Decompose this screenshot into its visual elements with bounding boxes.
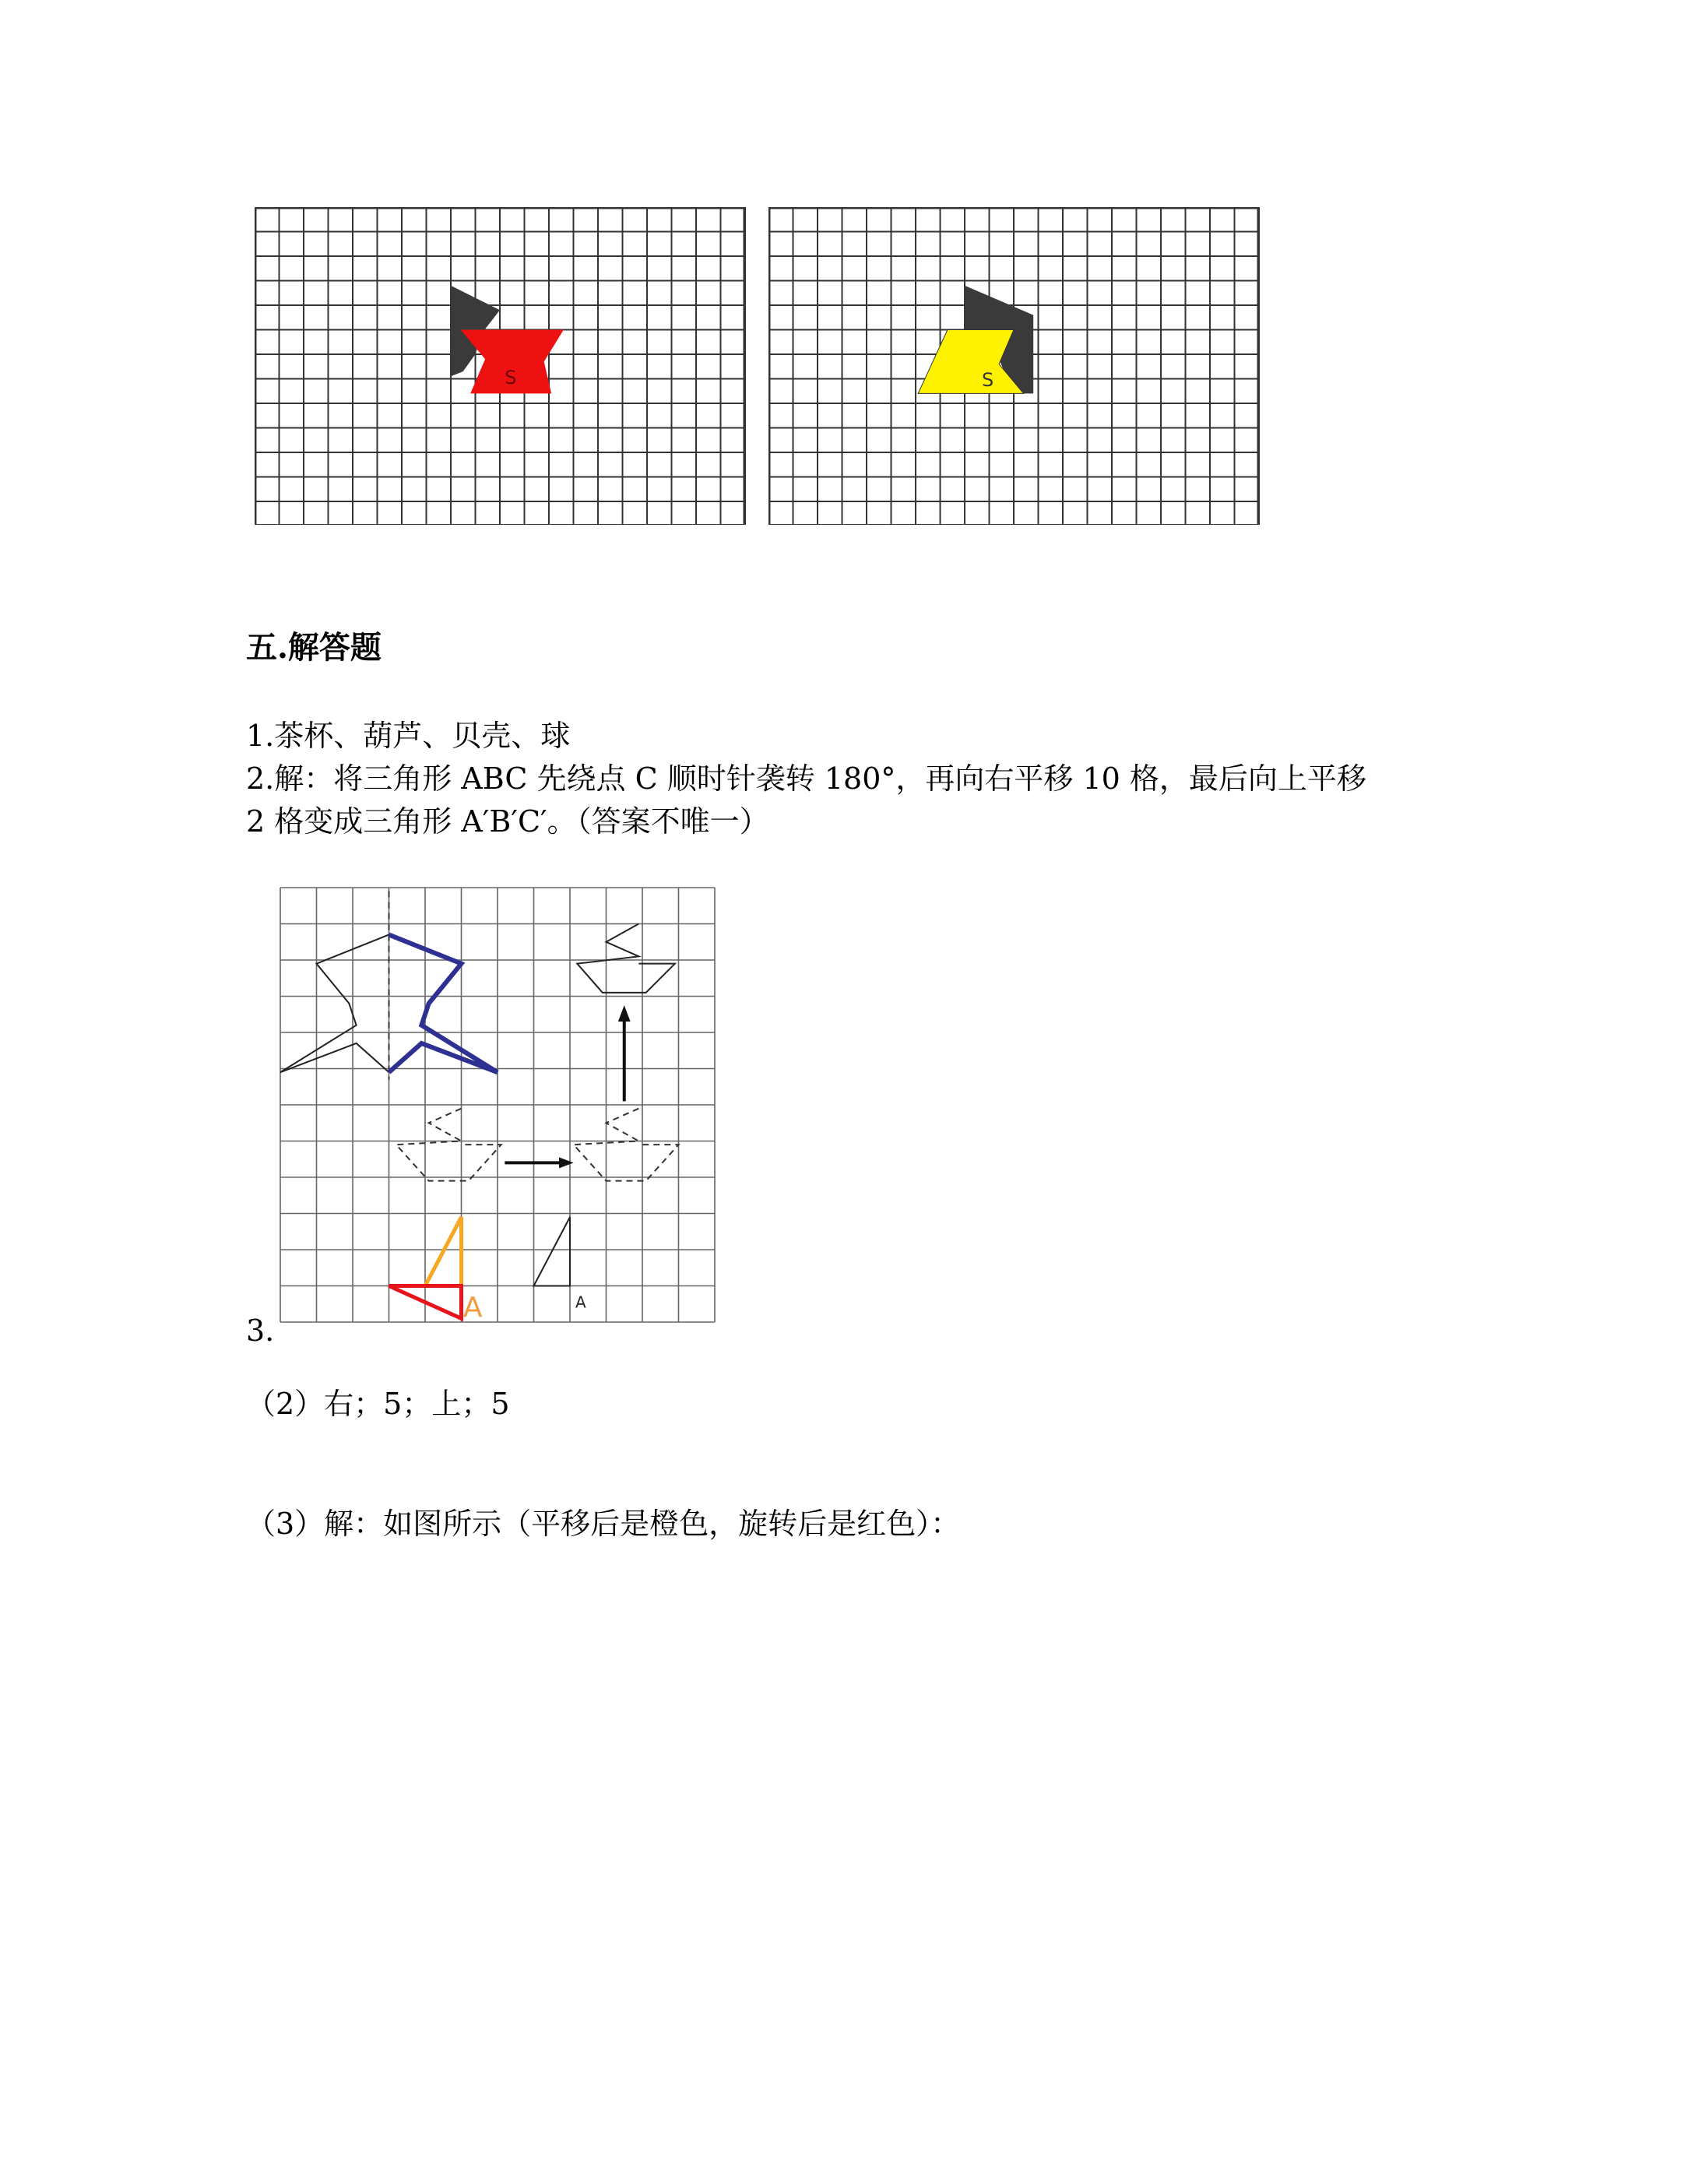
- triangle-original: [534, 1217, 571, 1285]
- dashed-shape-right: [574, 1109, 679, 1181]
- s-label: S: [505, 366, 517, 389]
- left-grid-figure: [255, 207, 753, 525]
- right-grid-figure: [768, 207, 1267, 525]
- reflected-shape: [389, 934, 498, 1072]
- answer-3-number: 3.: [246, 1314, 275, 1348]
- answer-3-part-3: （3）解：如图所示（平移后是橙色，旋转后是红色）：: [246, 1507, 961, 1541]
- bottom-grid-figure: [274, 880, 718, 1331]
- bottom-grid: [280, 888, 715, 1324]
- original-shape: [280, 934, 389, 1072]
- triangle-translated: [425, 1217, 462, 1285]
- label-a-orange: A: [462, 1292, 483, 1324]
- label-a-black: A: [575, 1292, 586, 1312]
- translated-shape-top: [577, 924, 675, 993]
- arrow-right-head: [559, 1157, 574, 1168]
- answer-3-part-2: （2）右；5；上；5: [246, 1387, 510, 1421]
- s-label: S: [982, 368, 994, 391]
- section-title: 五.解答题: [246, 629, 382, 666]
- answer-2-line-1: 2.解：将三角形 ABC 先绕点 C 顺时针袭转 180°，再向右平移 10 格，最后向上平移: [246, 761, 1366, 796]
- answer-1: 1.茶杯、葫芦、贝壳、球: [246, 719, 571, 753]
- answer-2-line-2: 2 格变成三角形 A′B′C′。（答案不唯一）: [246, 804, 769, 839]
- arrow-up-head: [618, 1005, 631, 1022]
- dashed-shape-left: [396, 1109, 501, 1181]
